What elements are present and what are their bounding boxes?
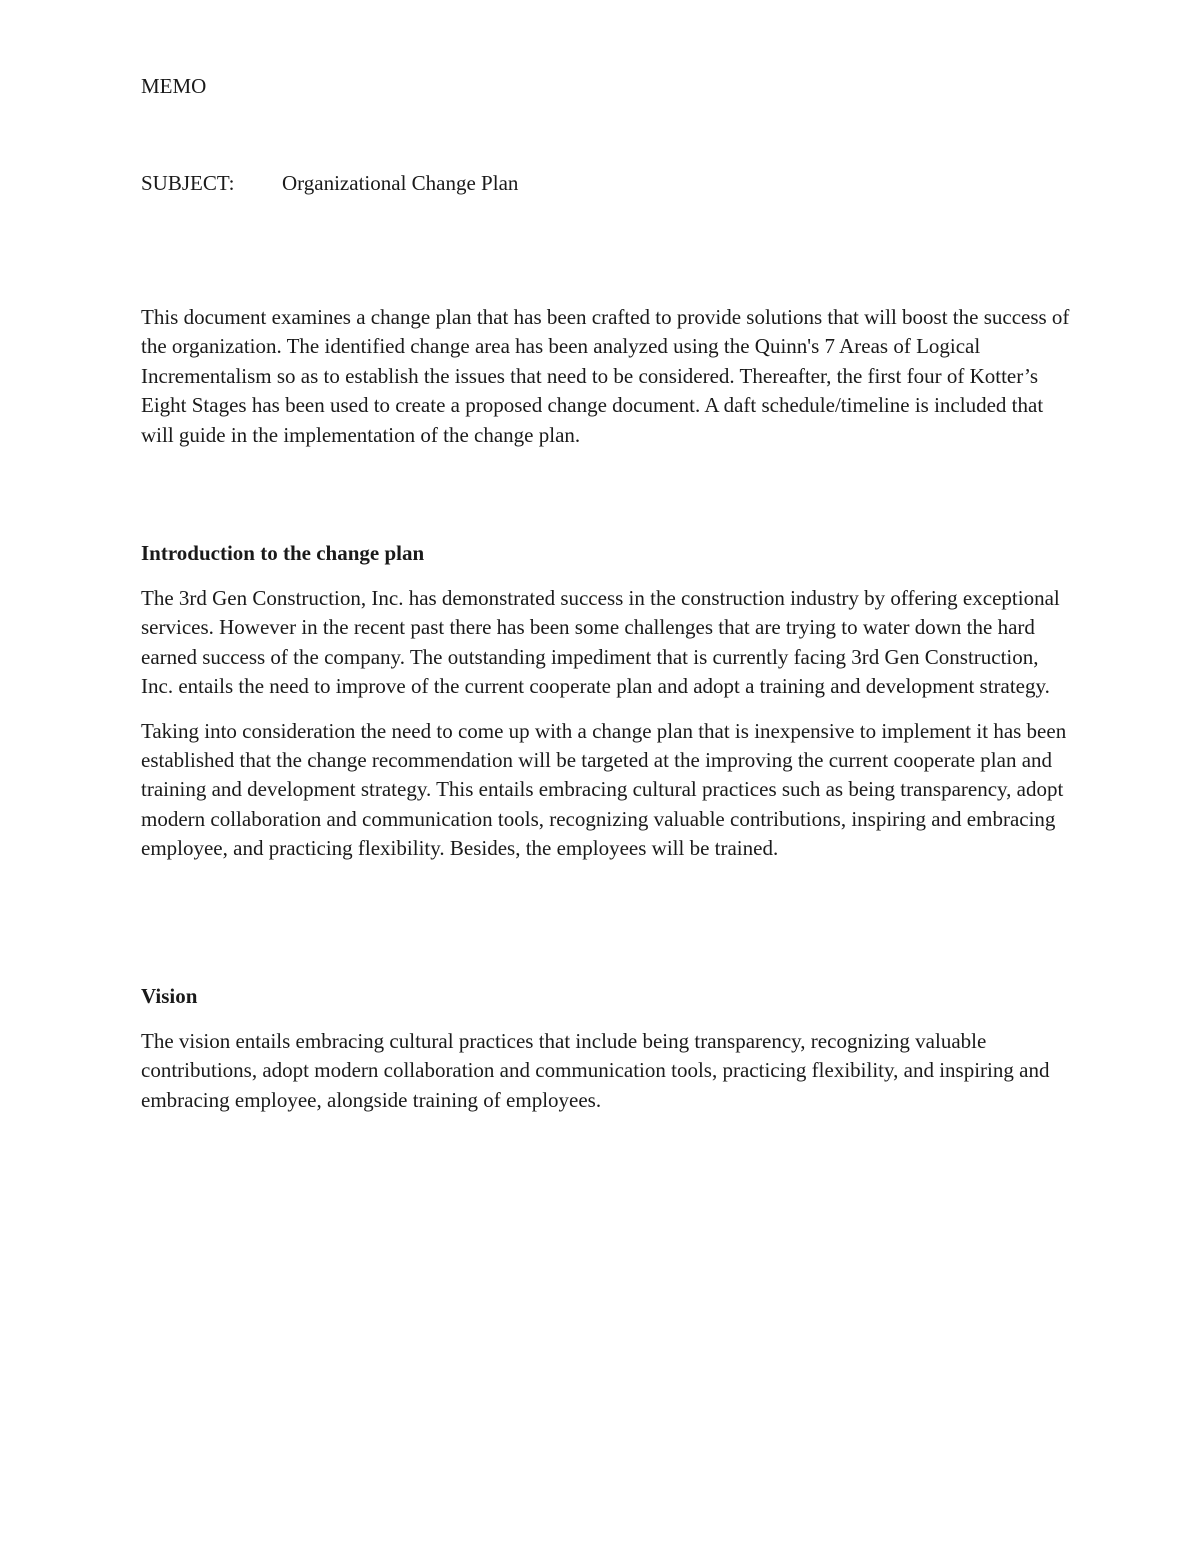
memo-title: MEMO — [141, 74, 207, 98]
summary-section — [141, 303, 1071, 450]
subject-value: Organizational Change Plan — [282, 171, 519, 195]
introduction-section — [141, 584, 1071, 864]
vision-heading: Vision — [141, 984, 198, 1008]
vision-paragraph: The vision entails embracing cultural practices that include being transparency, recognizing valuable contributions, adopt modern collaboration and communication tools, practicing flexibility, and inspiring and embracing employee, alongside training of employees. — [141, 1029, 1050, 1112]
introduction-paragraph-1: The 3rd Gen Construction, Inc. has demonstrated success in the construction industry by offering exceptional services. However in the recent past there has been some challenges that are trying to water down the hard earned success of the company. The outstanding impediment that is currently facing 3rd Gen Construction, Inc. entails the need to improve of the current cooperate plan and adopt a training and development strategy. — [141, 586, 1060, 699]
vision-section — [141, 1027, 1071, 1115]
introduction-heading: Introduction to the change plan — [141, 541, 425, 565]
subject-line — [141, 169, 518, 198]
subject-label: SUBJECT: — [141, 171, 235, 195]
introduction-paragraph-2: Taking into consideration the need to come up with a change plan that is inexpensive to implement it has been established that the change recommendation will be targeted at the improving the current cooperate plan and training and development strategy. This entails embracing cultural practices such as being transparency, adopt modern collaboration and communication tools, recognizing valuable contributions, inspiring and embracing employee, and practicing flexibility. Besides, the employees will be trained. — [141, 718, 1067, 861]
summary-paragraph: This document examines a change plan that has been crafted to provide solutions that will boost the success of the organization. The identified change area has been analyzed using the Quinn's 7 Areas of Logical Incrementalism so as to establish the issues that need to be considered. Thereafter, the first four of Kotter’s Eight Stages has been used to create a proposed change document. A daft schedule/timeline is included that will guide in the implementation of the change plan. — [141, 305, 1070, 447]
